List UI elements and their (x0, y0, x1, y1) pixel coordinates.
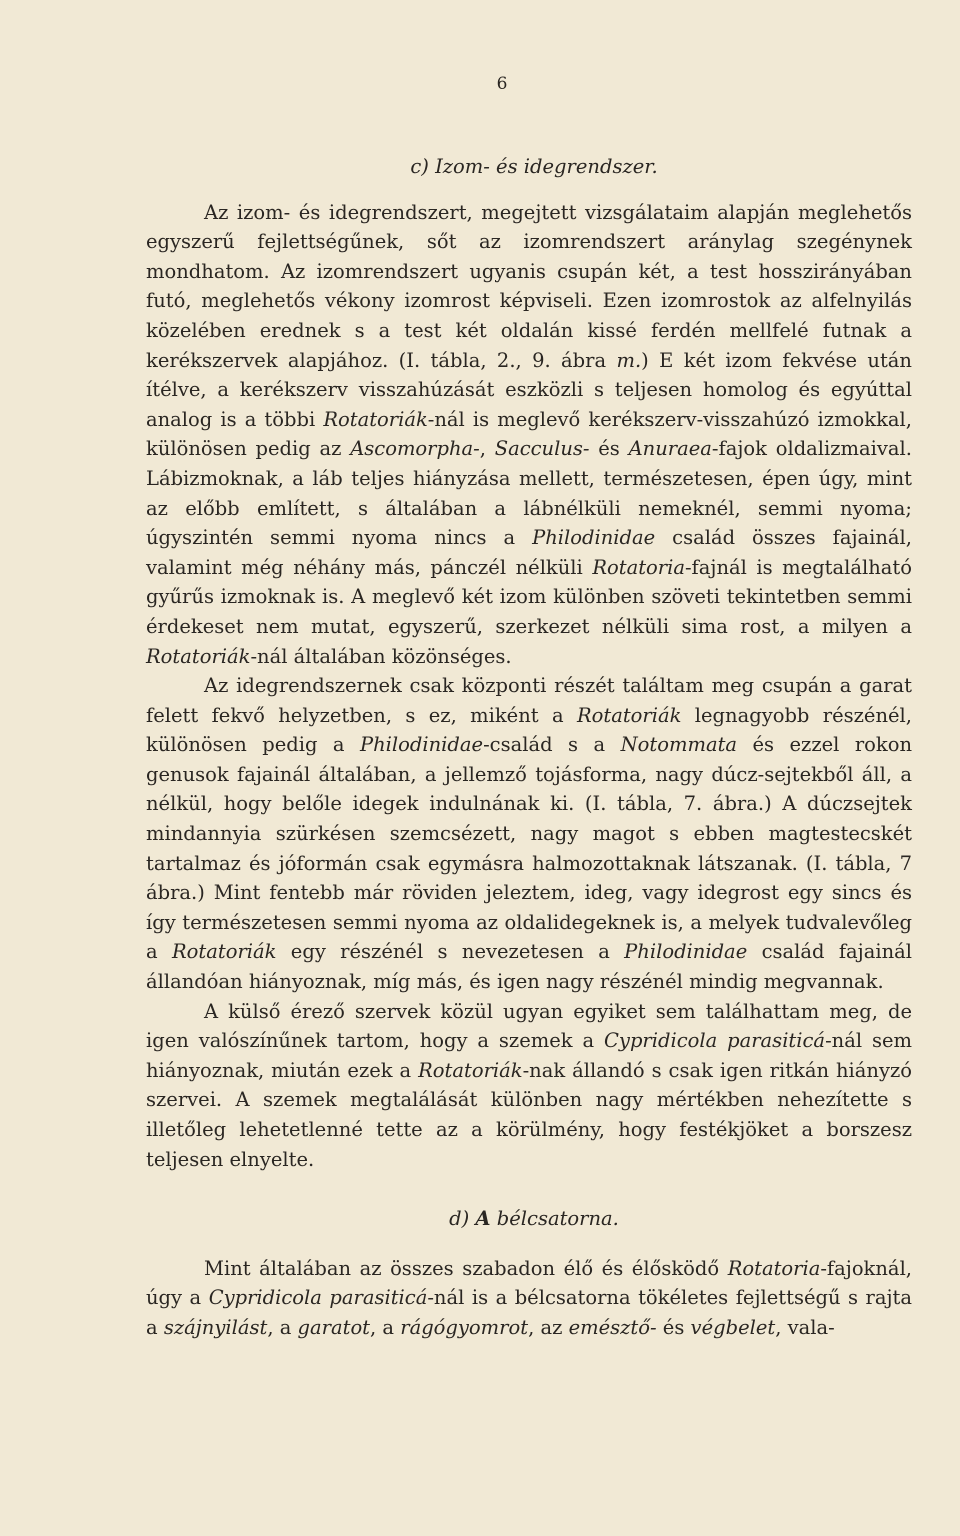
italic-term: Cypridicola parasiticá (208, 1286, 428, 1310)
text-run: , vala- (775, 1315, 835, 1339)
text-run: -nak állandó s csak igen ritkán hiányzó szervei. A szemek megtalálását különben nagy mértékben nehezítette s illetőleg lehetetlenné tette az a körülmény, hogy festékjöket a borszesz teljesen elnyelte. (146, 1058, 912, 1171)
text-run: , a (370, 1315, 401, 1339)
italic-term: garatot (297, 1315, 371, 1339)
section-c-title: Izom- és idegrendszer. (435, 155, 658, 178)
italic-term: m. (616, 348, 642, 372)
paragraph-intestinal-tract (146, 1254, 912, 1343)
italic-term: Rotatoriák (418, 1058, 523, 1082)
italic-term: Notommata (620, 733, 738, 757)
section-d-title: bélcsatorna. (496, 1207, 619, 1231)
italic-term: Rotatoria (592, 555, 685, 579)
text-run: , az (528, 1315, 569, 1339)
text-run: Az izom- és idegrendszert, megejtett vizsgálataim alapján meglehetős egyszerű fejlettségűnek, sőt az izomrendszert aránylag szegénynek mondhatom. Az izomrendszert ugyanis csupán két, a test hosszirányában futó, meglehetős vékony izomrost képviseli. Ezen izomrostok az alfelnyilás közelében erednek s a test két oldalán kissé ferdén mellfelé futnak a kerékszervek alapjához. (I. tábla, 2., 9. ábra (146, 200, 912, 372)
text-run: és ezzel rokon genusok fajainál általában, a jellemző tojásforma, nagy dúcz-sejtekből áll, a nélkül, hogy belőle idegek indulnának ki. (I. tábla, 7. ábra.) A dúczsejtek mindannyia szürkésen szemcsézett, nagy magot s ebben magtestecskét tartalmaz és jóformán csak egymásra halmozottaknak látszanak. (I. tábla, 7 ábra.) Mint fentebb már röviden jeleztem, ideg, vagy idegrost egy sincs és így természetesen semmi nyoma az oldalidegeknek is, a melyek tudvalevőleg a (146, 733, 913, 964)
text-run: -fajok oldalizmaival. Lábizmoknak, a láb teljes hiányzása mellett, természetesen, épen úgy, mint az előbb említett, s általában a lábnélküli nemeknél, semmi nyoma; úgyszintén semmi nyoma nincs a (146, 437, 912, 550)
text-run: -fajnál is megtalálható gyűrűs izmoknak is. A meglevő két izom különben szöveti tekintetben semmi érdekeset nem mutat, egyszerű, szerkezet nélküli sima rost, a milyen a (146, 555, 912, 638)
section-c-label: c) (410, 155, 429, 178)
text-run: család fajainál állandóan hiányoznak, míg más, és igen nagy részénél mindig megvannak. (146, 940, 912, 994)
text-run: A külső érező szervek közül ugyan egyiket sem találhattam meg, de igen valószínűnek tartom, hogy a szemek a (146, 999, 912, 1053)
text-run: és (656, 1315, 691, 1339)
text-run: -nál általában közönséges. (250, 644, 512, 668)
text-run: -fajoknál, úgy a (146, 1256, 912, 1310)
paragraph-nervous-system (146, 671, 912, 997)
italic-term: Anuraea (628, 437, 712, 461)
text-run: ) E két izom fekvése után ítélve, a kerékszerv visszahúzását eszközli s teljesen homolog és egyúttal analog is a többi (146, 348, 912, 431)
text-run: egy részénél s nevezetesen a (276, 940, 625, 964)
text-run: -család s a (483, 733, 621, 757)
italic-term: Rotatoriák (146, 644, 251, 668)
section-heading-c (146, 152, 912, 182)
page-number: 6 (496, 74, 508, 94)
italic-term: emésztő- (568, 1315, 657, 1339)
text-run: legnagyobb részénél, különösen pedig a (146, 703, 912, 757)
paragraph-sense-organs (146, 997, 912, 1175)
italic-term: Rotatoriák (576, 703, 682, 727)
text-run: -nál is meglevő kerékszerv-visszahúzó izmokkal, különösen pedig az (146, 407, 912, 461)
italic-term: Ascomorpha- (350, 437, 480, 461)
italic-term: végbelet (690, 1315, 776, 1339)
text-run: Az idegrendszernek csak központi részét találtam meg csupán a garat felett fekvő helyzetben, s ez, miként a (146, 674, 912, 727)
italic-term: Rotatoriák (323, 407, 428, 431)
italic-term: Philodinidae (360, 733, 484, 757)
text-run: -nál is a bélcsatorna tökéletes fejlettségű s rajta a (146, 1286, 912, 1339)
page-body (146, 152, 912, 1343)
text-run: , a (267, 1315, 298, 1339)
text-run: család összes fajainál, valamint még néhány más, pánczél nélküli (146, 526, 912, 579)
italic-term: Philodinidae (624, 940, 748, 964)
paragraph-muscular-system (146, 198, 912, 672)
italic-term: rágógyomrot (400, 1315, 529, 1339)
italic-term: Sacculus- (494, 437, 590, 461)
italic-term: Rotatoria (727, 1256, 821, 1280)
italic-term: szájnyilást (163, 1315, 268, 1339)
italic-term: Philodinidae (532, 526, 656, 550)
section-d-label: d) (449, 1207, 470, 1231)
text-run: Mint általában az összes szabadon élő és élősködő (204, 1256, 728, 1280)
section-heading-d (146, 1204, 912, 1234)
section-d-title-letter: A (475, 1207, 491, 1231)
text-run: -nál sem hiányoznak, miután ezek a (146, 1029, 913, 1082)
text-run: és (589, 437, 629, 461)
italic-term: Cypridicola parasiticá (604, 1029, 826, 1053)
italic-term: Rotatoriák (171, 940, 277, 964)
text-run: , (479, 437, 495, 461)
